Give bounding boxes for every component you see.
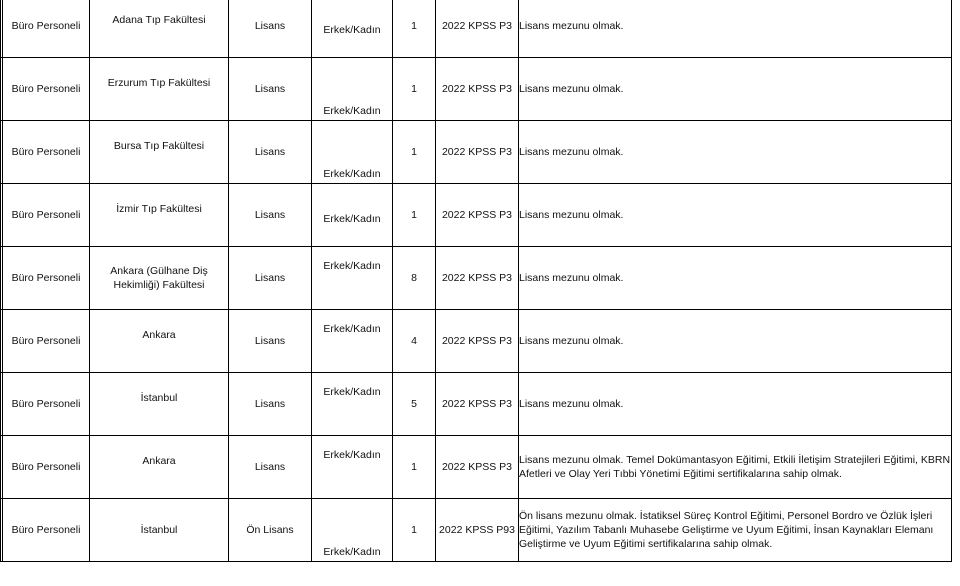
cell-gender: Erkek/Kadın: [312, 499, 393, 562]
cell-title: Büro Personeli: [3, 310, 90, 373]
cell-requirement: Lisans mezunu olmak.: [519, 373, 952, 436]
cell-education: Lisans: [229, 247, 312, 310]
cell-score-type: 2022 KPSS P3: [436, 184, 519, 247]
cell-title: Büro Personeli: [3, 184, 90, 247]
cell-title: Büro Personeli: [3, 499, 90, 562]
table-row: [1, 436, 952, 499]
unit-text: Ankara: [142, 329, 176, 341]
cell-quota: 1: [393, 499, 436, 562]
cell-score-type: 2022 KPSS P3: [436, 58, 519, 121]
unit-text: Erzurum Tıp Fakültesi: [107, 77, 211, 89]
cell-quota: 1: [393, 184, 436, 247]
cell-education: Lisans: [229, 121, 312, 184]
cell-score-type: 2022 KPSS P93: [436, 499, 519, 562]
cell-requirement: Lisans mezunu olmak.: [519, 247, 952, 310]
cell-requirement: Lisans mezunu olmak.: [519, 121, 952, 184]
cell-requirement: Lisans mezunu olmak.: [519, 58, 952, 121]
cell-title: Büro Personeli: [3, 373, 90, 436]
cell-education: Lisans: [229, 58, 312, 121]
cell-gender: Erkek/Kadın: [312, 310, 393, 373]
cell-title: Büro Personeli: [3, 0, 90, 58]
cell-score-type: 2022 KPSS P3: [436, 436, 519, 499]
cell-score-type: 2022 KPSS P3: [436, 373, 519, 436]
cell-score-type: 2022 KPSS P3: [436, 121, 519, 184]
unit-text: Bursa Tıp Fakültesi: [113, 140, 205, 152]
cell-title: Büro Personeli: [3, 247, 90, 310]
cell-title: Büro Personeli: [3, 121, 90, 184]
table-row: [1, 499, 952, 562]
cell-gender: Erkek/Kadın: [312, 121, 393, 184]
table-row: [1, 247, 952, 310]
cell-unit: [90, 373, 229, 436]
cell-quota: 1: [393, 58, 436, 121]
cell-score-type: 2022 KPSS P3: [436, 0, 519, 58]
cell-score-type: 2022 KPSS P3: [436, 247, 519, 310]
cell-unit: [90, 58, 229, 121]
cell-quota: 4: [393, 310, 436, 373]
cell-title: Büro Personeli: [3, 58, 90, 121]
cell-education: Ön Lisans: [229, 499, 312, 562]
table-row: [1, 310, 952, 373]
cell-gender: Erkek/Kadın: [312, 373, 393, 436]
cell-gender: Erkek/Kadın: [312, 436, 393, 499]
cell-requirement: Ön lisans mezunu olmak. İstatiksel Süreç Kontrol Eğitimi, Personel Bordro ve Özlük İşleri Eğitimi, Yazılım Tabanlı Muhasebe Geliştirme ve Uyum Eğitimi, İnsan Kaynakları Elemanı Geliştirme ve Uyum Eğitimi sertifikalarına sahip olmak.: [519, 499, 952, 562]
cell-education: Lisans: [229, 436, 312, 499]
unit-text: Adana Tıp Fakültesi: [112, 14, 206, 26]
cell-quota: 5: [393, 373, 436, 436]
cell-unit: [90, 184, 229, 247]
cell-unit: [90, 310, 229, 373]
table-row: [1, 0, 952, 58]
cell-gender: Erkek/Kadın: [312, 0, 393, 58]
cell-unit: [90, 0, 229, 58]
table-row: [1, 58, 952, 121]
cell-requirement: Lisans mezunu olmak.: [519, 310, 952, 373]
unit-text: İstanbul: [140, 392, 178, 404]
cell-unit: [90, 436, 229, 499]
cell-unit: Ankara (Gülhane Diş Hekimliği) Fakültesi: [90, 247, 229, 310]
cell-score-type: 2022 KPSS P3: [436, 310, 519, 373]
unit-text: Ankara: [142, 455, 176, 467]
cell-gender: Erkek/Kadın: [312, 58, 393, 121]
cell-gender: Erkek/Kadın: [312, 184, 393, 247]
cell-quota: 8: [393, 247, 436, 310]
cell-requirement: Lisans mezunu olmak.: [519, 0, 952, 58]
cell-unit: İstanbul: [90, 499, 229, 562]
cell-quota: 1: [393, 0, 436, 58]
cell-education: Lisans: [229, 310, 312, 373]
cell-quota: 1: [393, 436, 436, 499]
cell-education: Lisans: [229, 373, 312, 436]
table-row: [1, 121, 952, 184]
cell-gender: Erkek/Kadın: [312, 247, 393, 310]
cell-title: Büro Personeli: [3, 436, 90, 499]
table-row: [1, 184, 952, 247]
cell-education: Lisans: [229, 0, 312, 58]
cell-unit: [90, 121, 229, 184]
cell-requirement: Lisans mezunu olmak. Temel Dokümantasyon Eğitimi, Etkili İletişim Stratejileri Eğitimi, KBRN Afetleri ve Olay Yeri Tıbbi Yönetimi Eğitimi sertifikalarına sahip olmak.: [519, 436, 952, 499]
table-row: [1, 373, 952, 436]
cell-quota: 1: [393, 121, 436, 184]
cell-requirement: Lisans mezunu olmak.: [519, 184, 952, 247]
cell-education: Lisans: [229, 184, 312, 247]
unit-text: İzmir Tıp Fakültesi: [116, 203, 202, 215]
